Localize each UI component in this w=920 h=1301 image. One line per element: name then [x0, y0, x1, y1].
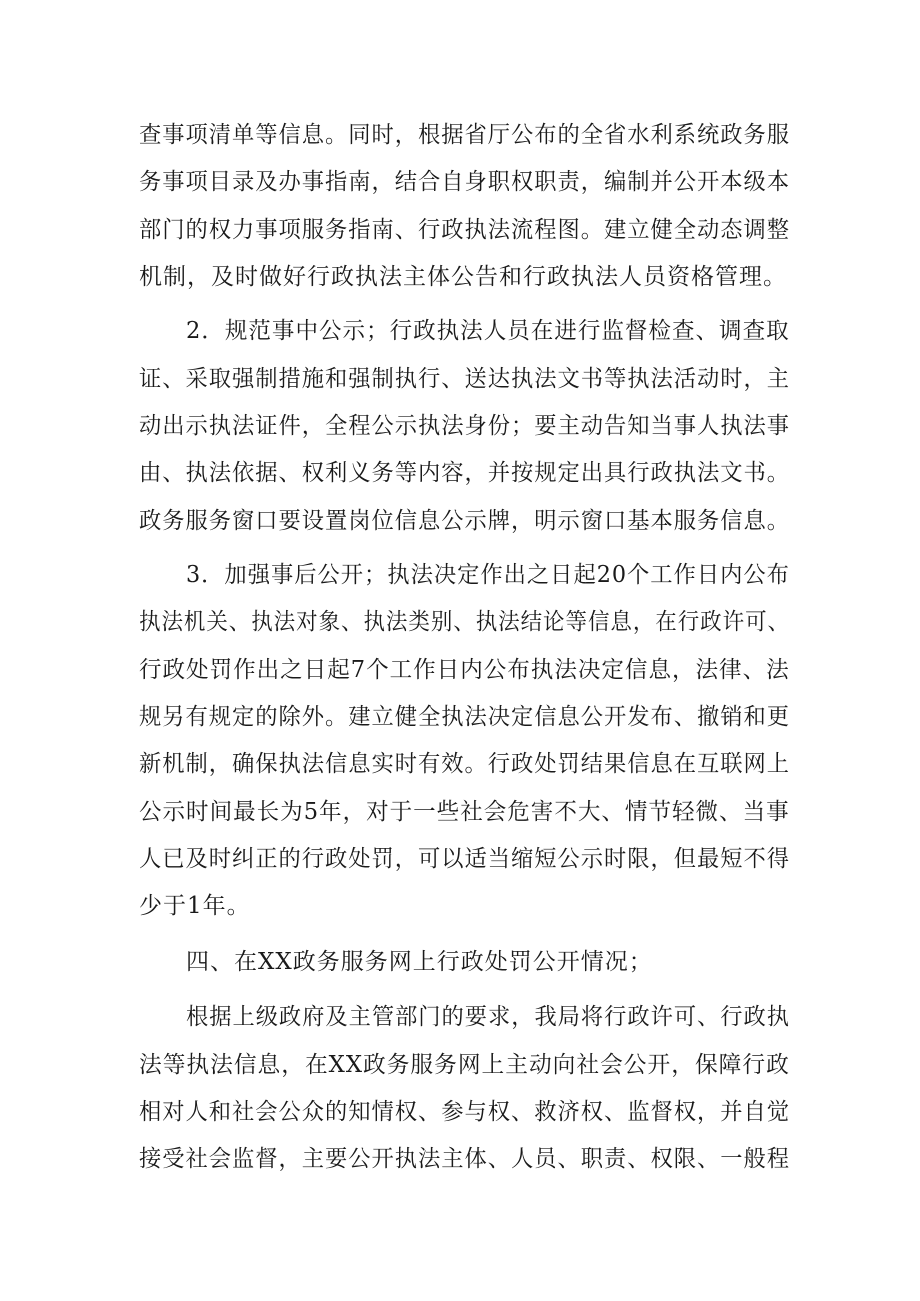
- text-line: 接受社会监督，主要公开执法主体、人员、职责、权限、一般程: [139, 1146, 791, 1172]
- text-line: 人已及时纠正的行政处罚，可以适当缩短公示时限，但最短不得: [139, 846, 791, 872]
- text-line: 相对人和社会公众的知情权、参与权、救济权、监督权，并自觉: [139, 1099, 791, 1125]
- section-heading: 四、在XX政务服务网上行政处罚公开情况；: [186, 949, 653, 975]
- text-line: 机制，及时做好行政执法主体公告和行政执法人员资格管理。: [139, 264, 787, 290]
- text-line: 法等执法信息，在XX政务服务网上主动向社会公开，保障行政: [139, 1052, 790, 1078]
- text-line: 务事项目录及办事指南，结合自身职权职责，编制并公开本级本: [139, 169, 791, 195]
- text-line: 新机制，确保执法信息实时有效。行政处罚结果信息在互联网上: [139, 751, 791, 777]
- text-line: 执法机关、执法对象、执法类别、执法结论等信息，在行政许可、: [139, 609, 790, 635]
- text-line: 规另有规定的除外。建立健全执法决定信息公开发布、撤销和更: [139, 704, 791, 730]
- text-line: 公示时间最长为5年，对于一些社会危害不大、情节轻微、当事: [139, 799, 790, 825]
- text-line: 查事项清单等信息。同时，根据省厅公布的全省水利系统政务服: [139, 122, 791, 148]
- text-line: 政务服务窗口要设置岗位信息公示牌，明示窗口基本服务信息。: [139, 508, 791, 534]
- text-line: 3．加强事后公开；执法决定作出之日起20个工作日内公布: [186, 562, 790, 588]
- text-line: 动出示执法证件，全程公示执法身份；要主动告知当事人执法事: [139, 413, 791, 439]
- text-line: 行政处罚作出之日起7个工作日内公布执法决定信息，法律、法: [139, 657, 790, 683]
- text-line: 根据上级政府及主管部门的要求，我局将行政许可、行政执: [186, 1004, 790, 1030]
- text-line: 证、采取强制措施和强制执行、送达执法文书等执法活动时，主: [139, 366, 791, 392]
- text-line: 部门的权力事项服务指南、行政执法流程图。建立健全动态调整: [139, 217, 791, 243]
- text-line: 由、执法依据、权利义务等内容，并按规定出具行政执法文书。: [139, 460, 791, 486]
- text-line: 2．规范事中公示；行政执法人员在进行监督检查、调查取: [186, 318, 790, 344]
- text-line: 少于1年。: [139, 893, 251, 919]
